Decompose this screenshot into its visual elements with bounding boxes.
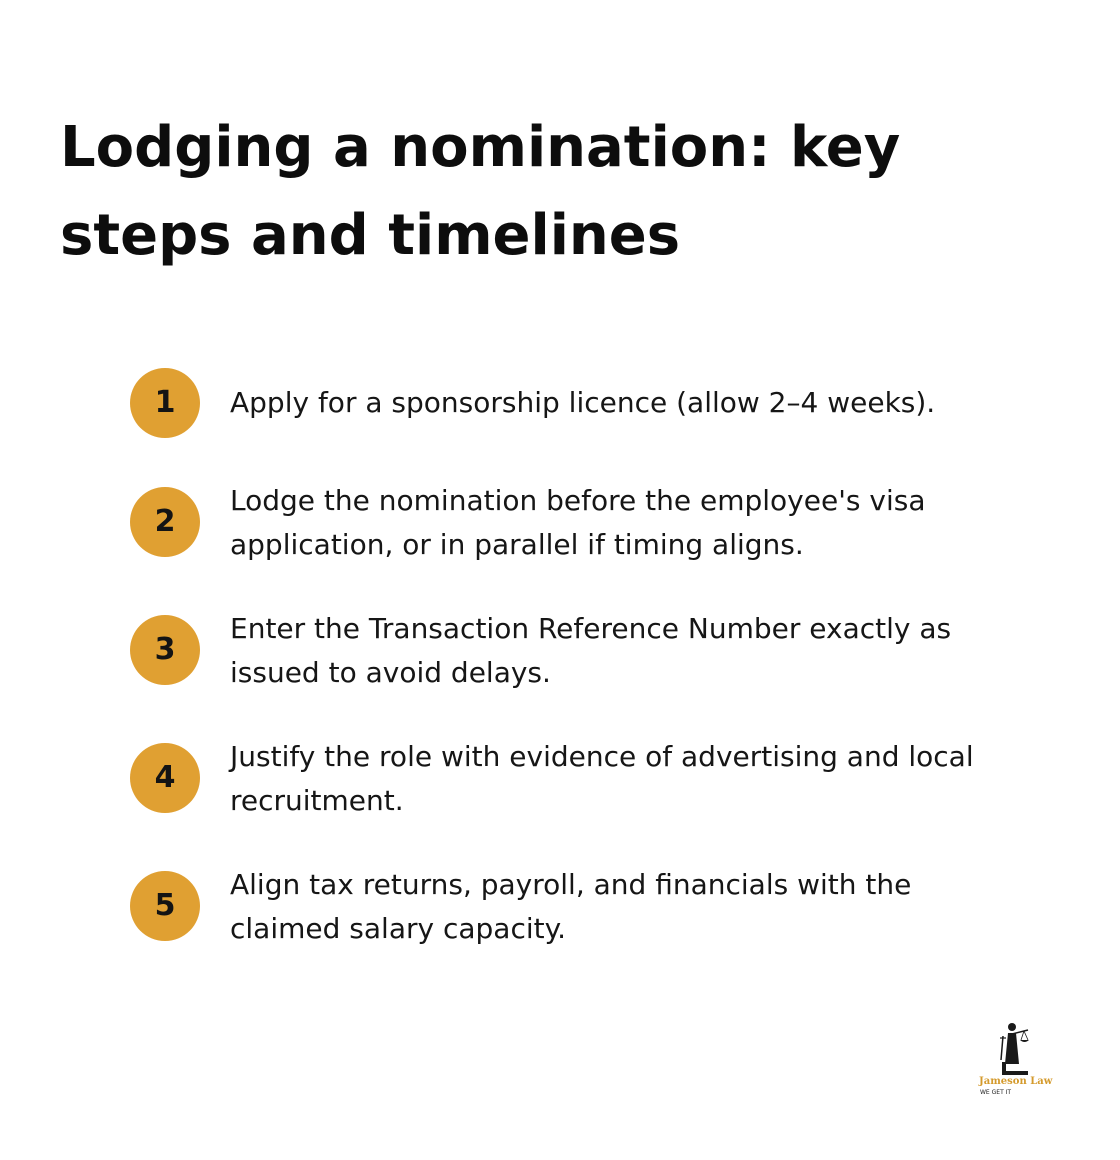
- step-text: Align tax returns, payroll, and financials with the claimed salary capacity.: [230, 868, 912, 945]
- lady-justice-icon: [994, 1020, 1034, 1076]
- step-number-badge: 1: [130, 368, 200, 438]
- page-title: Lodging a nomination: key steps and timelines: [60, 115, 901, 268]
- step-text: Apply for a sponsorship licence (allow 2–4 weeks).: [230, 386, 936, 419]
- step-number-badge: 5: [130, 871, 200, 941]
- step-number-badge: 4: [130, 743, 200, 813]
- logo-tagline: WE GET IT: [980, 1089, 1012, 1096]
- step-text: Justify the role with evidence of advertising and local recruitment.: [230, 740, 974, 817]
- step-number-badge: 3: [130, 615, 200, 685]
- brand-logo: [978, 1020, 1058, 1100]
- step-text: Lodge the nomination before the employee's visa application, or in parallel if timing aligns.: [230, 484, 926, 561]
- logo-name: Jameson Law: [979, 1076, 1053, 1087]
- step-text: Enter the Transaction Reference Number exactly as issued to avoid delays.: [230, 612, 952, 689]
- step-number-badge: 2: [130, 487, 200, 557]
